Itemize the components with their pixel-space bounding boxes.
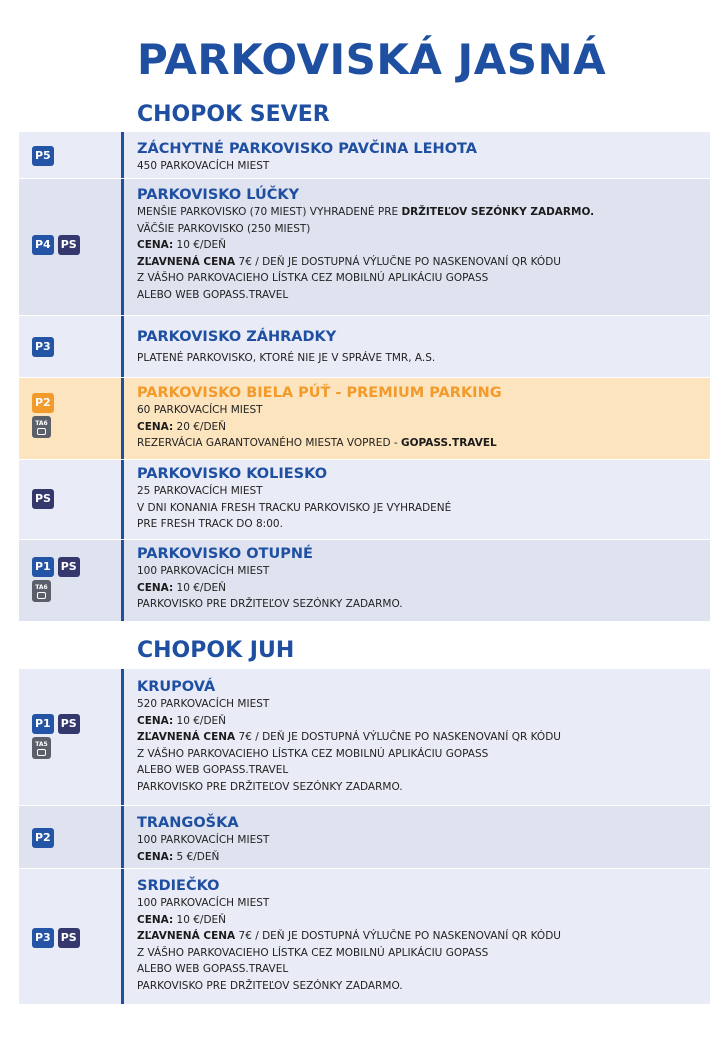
price-label: CENA: <box>137 850 174 863</box>
parking-info: VÄČŠIE PARKOVISKO (250 MIEST) <box>137 222 311 235</box>
parking-discount <box>137 729 704 746</box>
parking-name: PARKOVISKO BIELA PÚŤ - PREMIUM PARKING <box>137 385 502 401</box>
parking-price <box>137 849 704 866</box>
discount-label: ZĽAVNENÁ CENA <box>137 255 236 268</box>
parking-badge-ps: PS <box>58 714 80 734</box>
parking-info: PARKOVISKO PRE DRŽITEĽOV SEZÓNKY ZADARMO. <box>137 780 403 793</box>
parking-row-otupne <box>19 539 710 621</box>
parking-info: 100 PARKOVACÍCH MIEST <box>137 565 270 577</box>
parking-name: ZÁCHYTNÉ PARKOVISKO PAVČINA LEHOTA <box>137 141 478 157</box>
lift-icon <box>32 737 51 759</box>
parking-badge-p1: P1 <box>32 557 54 577</box>
price-value: 10 €/DEŇ <box>173 714 227 727</box>
row-divider <box>121 378 124 459</box>
row-divider <box>121 132 124 178</box>
price-label: CENA: <box>137 420 174 433</box>
parking-badge-p3: P3 <box>32 337 54 357</box>
row-icons <box>32 393 56 438</box>
discount-text: 7€ / DEŇ JE DOSTUPNÁ VÝLUČNE PO NASKENOVANÍ QR KÓDU <box>235 731 561 744</box>
parking-info: 450 PARKOVACÍCH MIEST <box>137 160 270 172</box>
parking-name: KRUPOVÁ <box>137 679 216 695</box>
parking-badge-p2: P2 <box>32 393 54 413</box>
parking-info: Z VÁŠHO PARKOVACIEHO LÍSTKA CEZ MOBILNÚ APLIKÁCIU GOPASS <box>137 946 489 959</box>
price-value: 10 €/DEŇ <box>173 581 227 594</box>
parking-badge-p2: P2 <box>32 828 54 848</box>
parking-name: PARKOVISKO OTUPNÉ <box>137 546 313 562</box>
parking-info: PARKOVISKO PRE DRŽITEĽOV SEZÓNKY ZADARMO. <box>137 979 403 992</box>
parking-name: PARKOVISKO KOLIESKO <box>137 466 328 482</box>
parking-badge-ps: PS <box>32 489 54 509</box>
parking-info: 520 PARKOVACÍCH MIEST <box>137 698 270 710</box>
parking-info: PLATENÉ PARKOVISKO, KTORÉ NIE JE V SPRÁVE TMR, A.S. <box>137 352 436 364</box>
parking-reservation <box>137 435 704 452</box>
lift-label: TA6 <box>35 419 48 427</box>
parking-row-srdiecko <box>19 868 710 1004</box>
row-icons <box>32 337 102 357</box>
section-heading-chopok-sever: CHOPOK SEVER <box>137 102 330 127</box>
row-icons <box>32 928 102 948</box>
parking-name: PARKOVISKO ZÁHRADKY <box>137 329 337 345</box>
parking-row-lucky <box>19 178 710 315</box>
parking-price <box>137 713 704 730</box>
parking-price <box>137 580 704 597</box>
price-label: CENA: <box>137 913 174 926</box>
info-strong: DRŽITEĽOV SEZÓNKY ZADARMO. <box>401 206 595 218</box>
price-label: CENA: <box>137 714 174 727</box>
lift-icon <box>32 416 51 438</box>
price-value: 5 €/DEŇ <box>173 850 220 863</box>
row-divider <box>121 460 124 539</box>
page-title: PARKOVISKÁ JASNÁ <box>137 35 607 84</box>
parking-name: PARKOVISKO LÚČKY <box>137 187 300 203</box>
parking-badge-ps: PS <box>58 557 80 577</box>
parking-info <box>137 204 704 221</box>
parking-info: 100 PARKOVACÍCH MIEST <box>137 834 270 846</box>
lift-label: TA5 <box>35 740 48 748</box>
discount-label: ZĽAVNENÁ CENA <box>137 930 236 943</box>
chopok-sever-list <box>19 131 710 621</box>
parking-row-biela-put <box>19 377 710 459</box>
parking-info: ALEBO WEB GOPASS.TRAVEL <box>137 764 289 777</box>
parking-info: ALEBO WEB GOPASS.TRAVEL <box>137 963 289 976</box>
parking-name: TRANGOŠKA <box>137 815 239 831</box>
parking-price <box>137 237 704 254</box>
parking-info: V DNI KONANIA FRESH TRACKU PARKOVISKO JE VYHRADENÉ <box>137 501 452 514</box>
row-icons <box>32 146 102 166</box>
parking-info: ALEBO WEB GOPASS.TRAVEL <box>137 288 289 301</box>
row-icons <box>32 557 102 602</box>
row-icons <box>32 714 102 759</box>
row-icons <box>32 828 102 848</box>
parking-badge-p5: P5 <box>32 146 54 166</box>
parking-info: PRE FRESH TRACK DO 8:00. <box>137 518 283 531</box>
parking-row-koliesko <box>19 459 710 539</box>
reservation-link[interactable]: GOPASS.TRAVEL <box>401 437 497 450</box>
row-divider <box>121 540 124 621</box>
discount-label: ZĽAVNENÁ CENA <box>137 731 236 744</box>
discount-text: 7€ / DEŇ JE DOSTUPNÁ VÝLUČNE PO NASKENOVANÍ QR KÓDU <box>235 255 561 268</box>
section-heading-chopok-juh: CHOPOK JUH <box>137 638 295 663</box>
price-value: 10 €/DEŇ <box>173 913 227 926</box>
lift-icon <box>32 580 51 602</box>
parking-info: Z VÁŠHO PARKOVACIEHO LÍSTKA CEZ MOBILNÚ APLIKÁCIU GOPASS <box>137 747 489 760</box>
parking-info: PARKOVISKO PRE DRŽITEĽOV SEZÓNKY ZADARMO. <box>137 598 403 611</box>
info-text: MENŠIE PARKOVISKO (70 MIEST) VYHRADENÉ PRE <box>137 206 402 218</box>
row-divider <box>121 806 124 868</box>
parking-row-pavcina-lehota <box>19 131 710 178</box>
reservation-text: REZERVÁCIA GARANTOVANÉHO MIESTA VOPRED - <box>137 437 401 450</box>
parking-price <box>137 912 704 929</box>
parking-info: 25 PARKOVACÍCH MIEST <box>137 485 263 497</box>
price-label: CENA: <box>137 239 174 252</box>
parking-badge-p3: P3 <box>32 928 54 948</box>
parking-info: Z VÁŠHO PARKOVACIEHO LÍSTKA CEZ MOBILNÚ APLIKÁCIU GOPASS <box>137 272 489 285</box>
parking-row-trangoska <box>19 805 710 868</box>
parking-price <box>137 419 704 436</box>
parking-row-zahradky <box>19 315 710 377</box>
parking-badge-p4: P4 <box>32 235 54 255</box>
row-divider <box>121 869 124 1004</box>
row-icons <box>32 489 102 509</box>
parking-info: 100 PARKOVACÍCH MIEST <box>137 897 270 909</box>
parking-badge-p1: P1 <box>32 714 54 734</box>
lift-label: TA6 <box>35 583 48 591</box>
price-label: CENA: <box>137 581 174 594</box>
parking-discount <box>137 928 704 945</box>
parking-badge-ps: PS <box>58 235 80 255</box>
chopok-juh-list <box>19 668 710 1004</box>
row-divider <box>121 316 124 377</box>
parking-badge-ps: PS <box>58 928 80 948</box>
parking-info: 60 PARKOVACÍCH MIEST <box>137 404 263 416</box>
row-icons <box>32 235 102 255</box>
row-divider <box>121 669 124 805</box>
parking-discount <box>137 254 704 271</box>
price-value: 20 €/DEŇ <box>173 420 227 433</box>
parking-row-krupova <box>19 668 710 805</box>
price-value: 10 €/DEŇ <box>173 239 227 252</box>
row-divider <box>121 179 124 315</box>
discount-text: 7€ / DEŇ JE DOSTUPNÁ VÝLUČNE PO NASKENOVANÍ QR KÓDU <box>235 930 561 943</box>
parking-name: SRDIEČKO <box>137 878 220 894</box>
